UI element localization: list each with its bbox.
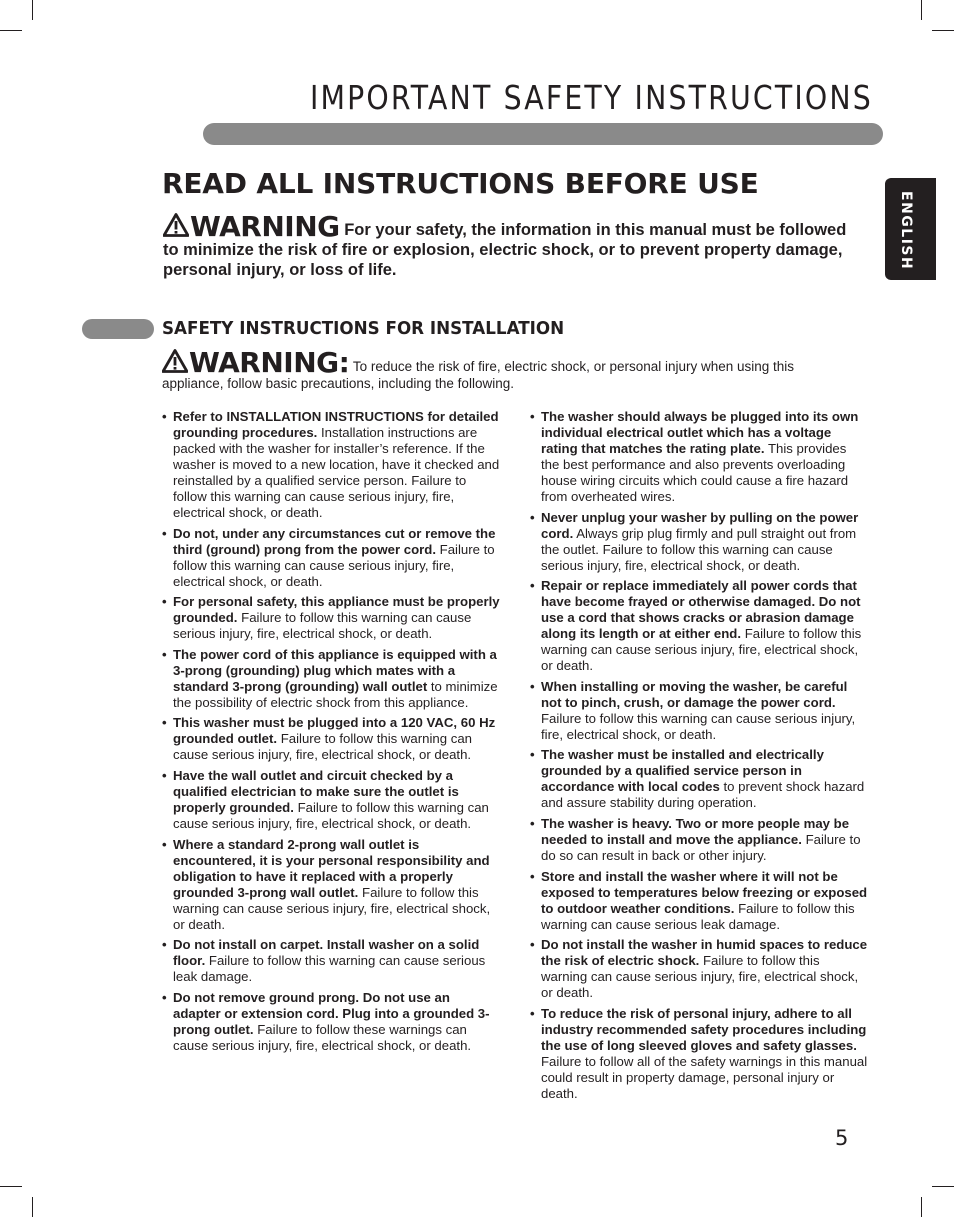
warning-triangle-icon xyxy=(162,349,188,373)
item-text: to minimize the possibility of electric shock from this appliance. xyxy=(173,678,498,710)
list-item xyxy=(162,647,500,711)
item-text: Installation instructions are packed with the washer for installer’s reference. If the washer is moved to a new location, have it checked and reinstalled by a qualified service person. Failure to follow this warning can cause serious injury, fire, electrical shock, or death. xyxy=(173,425,500,520)
crop-mark xyxy=(932,1186,954,1187)
bullet: • xyxy=(162,836,167,852)
item-text: This provides the best performance and also prevents overloading house wiring circuits which could cause a fire hazard from overheated wires. xyxy=(541,441,849,504)
crop-mark xyxy=(32,0,33,20)
page-title: IMPORTANT SAFETY INSTRUCTIONS xyxy=(310,78,873,117)
warning-word: WARNING xyxy=(190,210,340,243)
bullet: • xyxy=(162,989,167,1005)
list-item xyxy=(530,578,868,674)
crop-mark xyxy=(932,30,954,31)
item-text: Failure to follow all of the safety warnings in this manual could result in property damage, personal injury or death. xyxy=(541,1053,868,1101)
bullet: • xyxy=(162,409,167,424)
main-heading: READ ALL INSTRUCTIONS BEFORE USE xyxy=(162,167,759,200)
item-bold: Do not install the washer in humid spaces to reduce the risk of electric shock. xyxy=(541,937,868,969)
item-bold: The power cord of this appliance is equipped with a 3-prong (grounding) plug which mates with a standard 3-prong (grounding) wall outlet xyxy=(173,646,497,694)
list-item xyxy=(530,816,868,864)
crop-mark xyxy=(921,1197,922,1217)
warning-word: WARNING: xyxy=(189,346,350,379)
list-item xyxy=(162,990,500,1054)
item-text: Always grip plug firmly and pull straight out from the outlet. Failure to follow this warning can cause serious injury, fire, electrical shock, or death. xyxy=(541,525,857,573)
item-bold: Refer to INSTALLATION INSTRUCTIONS for detailed grounding procedures. xyxy=(173,409,499,440)
section-marker xyxy=(82,319,154,339)
item-bold: To reduce the risk of personal injury, adhere to all industry recommended safety procedures including the use of long sleeved gloves and safety glasses. xyxy=(541,1005,867,1053)
list-item xyxy=(530,747,868,811)
list-item xyxy=(162,526,500,590)
crop-mark xyxy=(32,1197,33,1217)
bullet: • xyxy=(162,594,167,610)
item-bold: When installing or moving the washer, be careful not to pinch, crush, or damage the power cord. xyxy=(541,678,848,710)
bullet: • xyxy=(530,815,535,831)
item-bold: The washer should always be plugged into its own individual electrical outlet which has a voltage rating that matches the rating plate. xyxy=(541,409,859,456)
title-bar xyxy=(203,123,883,145)
left-column xyxy=(162,409,500,1058)
crop-mark xyxy=(921,0,922,20)
item-text: Failure to follow this warning can cause serious injury, fire, electrical shock, or death. xyxy=(173,541,495,589)
list-item xyxy=(530,679,868,743)
bullet: • xyxy=(530,1005,535,1021)
item-bold: Do not remove ground prong. Do not use an adapter or extension cord. Plug into a grounded 3-prong outlet. xyxy=(173,989,490,1037)
item-text: Failure to follow these warnings can cause serious injury, fire, electrical shock, or death. xyxy=(173,1021,472,1053)
bullet: • xyxy=(530,747,535,763)
item-text: Failure to follow this warning can cause serious injury, fire, electrical shock, or death. xyxy=(541,710,856,742)
item-text: to prevent shock hazard and assure stability during operation. xyxy=(541,779,865,811)
item-bold: For personal safety, this appliance must be properly grounded. xyxy=(173,594,500,626)
item-text: Failure to follow this warning can cause serious injury, fire, electrical shock, or death. xyxy=(173,610,472,642)
right-column xyxy=(530,409,868,1106)
page-number: 5 xyxy=(835,1126,849,1150)
language-tab-label: ENGLISH xyxy=(898,191,914,271)
bullet: • xyxy=(162,525,167,541)
list-item xyxy=(530,937,868,1001)
warning-text: For your safety, the information in this manual must be followed to minimize the risk of fire or explosion, electric shock, or to prevent property damage, personal injury, or loss of life. xyxy=(163,221,847,279)
warning-text: To reduce the risk of fire, electric shock, or personal injury when using this appliance, follow basic precautions, including the following. xyxy=(162,359,795,391)
list-item xyxy=(162,837,500,933)
item-text: Failure to follow this warning can cause serious injury, fire, electrical shock, or death. xyxy=(173,884,491,932)
item-text: Failure to follow this warning can cause serious leak damage. xyxy=(541,900,855,932)
section-warning xyxy=(162,346,852,392)
bullet: • xyxy=(162,767,167,783)
item-text: Failure to follow this warning can cause serious leak damage. xyxy=(173,953,486,985)
item-bold: Where a standard 2-prong wall outlet is encountered, it is your personal responsibility and obligation to have it replaced with a properly grounded 3-prong wall outlet. xyxy=(173,836,490,900)
list-item xyxy=(530,869,868,933)
item-bold: Do not, under any circumstances cut or remove the third (ground) prong from the power cord. xyxy=(173,525,496,557)
item-bold: This washer must be plugged into a 120 VAC, 60 Hz grounded outlet. xyxy=(173,715,496,747)
item-bold: Have the wall outlet and circuit checked by a qualified electrician to make sure the outlet is properly grounded. xyxy=(173,767,459,815)
list-item xyxy=(530,1006,868,1102)
item-bold: Do not install on carpet. Install washer on a solid floor. xyxy=(173,937,480,969)
item-text: Failure to follow this warning can cause serious injury, fire, electrical shock, or death. xyxy=(173,731,473,763)
bullet: • xyxy=(530,409,535,424)
item-bold: Never unplug your washer by pulling on the power cord. xyxy=(541,509,859,541)
item-text: Failure to follow this warning can cause serious injury, fire, electrical shock, or death. xyxy=(173,799,489,831)
bullet: • xyxy=(530,937,535,953)
bullet: • xyxy=(530,509,535,525)
section-title: SAFETY INSTRUCTIONS FOR INSTALLATION xyxy=(162,318,565,339)
bullet: • xyxy=(162,937,167,953)
item-bold: The washer is heavy. Two or more people may be needed to install and move the appliance. xyxy=(541,815,850,847)
list-item xyxy=(530,409,868,505)
item-bold: The washer must be installed and electrically grounded by a qualified service person in accordance with local codes xyxy=(541,747,824,795)
list-item xyxy=(162,937,500,985)
item-text: Failure to do so can result in back or other injury. xyxy=(541,831,861,863)
crop-mark xyxy=(0,30,22,31)
bullet: • xyxy=(162,646,167,662)
warning-triangle-icon xyxy=(163,213,189,237)
bullet: • xyxy=(530,578,535,594)
item-bold: Store and install the washer where it will not be exposed to temperatures below freezing or exposed to outdoor weather conditions. xyxy=(541,868,868,916)
list-item xyxy=(162,768,500,832)
item-text: Failure to follow this warning can cause serious injury, fire, electrical shock, or death. xyxy=(541,626,862,674)
bullet: • xyxy=(530,868,535,884)
crop-mark xyxy=(0,1186,22,1187)
bullet: • xyxy=(162,715,167,731)
list-item xyxy=(162,409,500,521)
list-item xyxy=(162,715,500,763)
item-bold: Repair or replace immediately all power cords that have become frayed or otherwise damaged. Do not use a cord that shows cracks or abrasion damage along its length or at either end. xyxy=(541,578,861,642)
bullet: • xyxy=(530,678,535,694)
list-item xyxy=(162,594,500,642)
main-warning xyxy=(163,210,853,280)
item-text: Failure to follow this warning can cause serious injury, fire, electrical shock, or death. xyxy=(541,953,859,1001)
list-item xyxy=(530,510,868,574)
language-tab xyxy=(885,178,936,280)
